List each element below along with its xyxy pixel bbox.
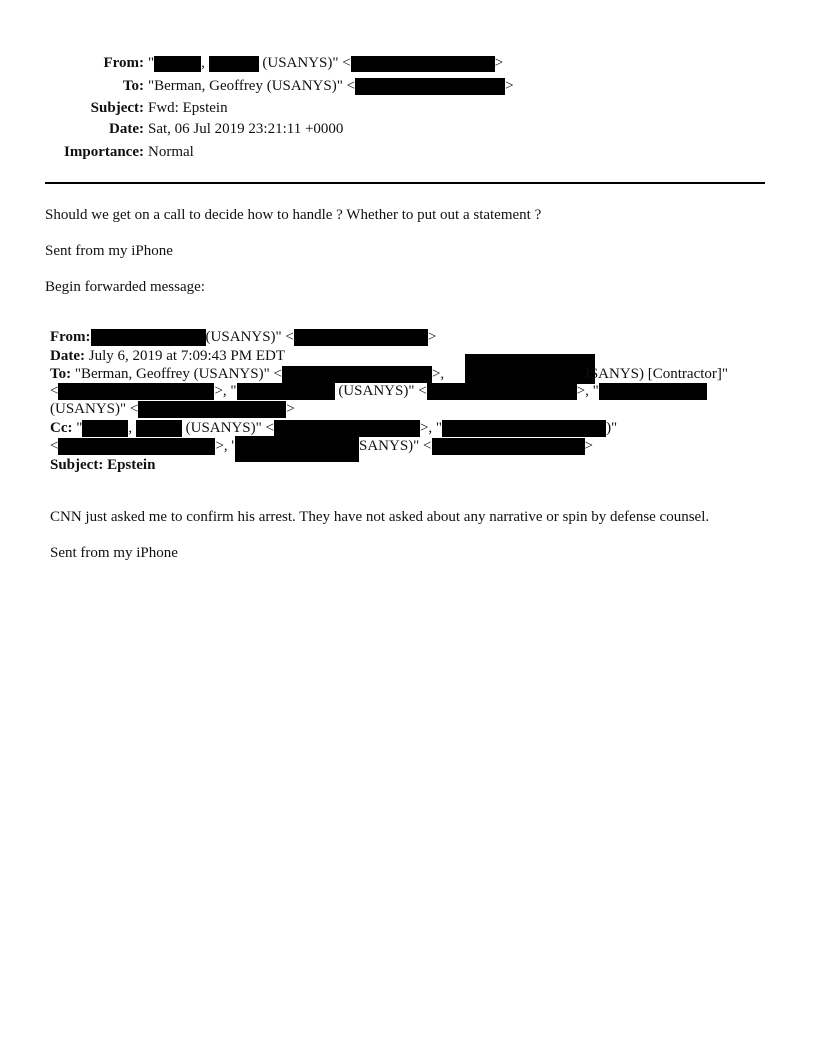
fwd-cc2-org-row bbox=[359, 437, 593, 455]
from-label: From: bbox=[103, 55, 144, 71]
redaction-block bbox=[209, 56, 259, 72]
fwd-cc2-org: SANYS)" < bbox=[359, 438, 432, 454]
fwd-from-org: (USANYS)" < bbox=[205, 329, 294, 345]
fwd-to2-sep: >, " bbox=[214, 383, 237, 399]
fwd-to3-close: > bbox=[286, 401, 295, 417]
fwd-subject-label: Subject: Epstein bbox=[50, 457, 156, 473]
fwd-message: CNN just asked me to confirm his arrest. They have not asked about any narrative or spin by defense counsel. bbox=[50, 509, 710, 525]
fwd-signature: Sent from my iPhone bbox=[50, 545, 178, 561]
fwd-cc-close: )" bbox=[606, 420, 618, 436]
redaction-block bbox=[599, 383, 707, 400]
fwd-from-row bbox=[50, 328, 436, 346]
redaction-block bbox=[351, 56, 495, 72]
redaction-block bbox=[237, 383, 335, 400]
fwd-cc2-sep: >, ' bbox=[215, 438, 235, 454]
fwd-to2-org: (USANYS)" < bbox=[338, 383, 427, 399]
fwd-cc-row bbox=[50, 419, 617, 437]
redaction-block bbox=[91, 329, 206, 346]
redaction-block bbox=[294, 329, 428, 346]
redaction-block bbox=[274, 420, 420, 437]
from-quote: " bbox=[148, 55, 155, 71]
fwd-date-row bbox=[50, 347, 285, 365]
body-line-1: Should we get on a call to decide how to handle ? Whether to put out a statement ? bbox=[45, 207, 542, 223]
from-close: > bbox=[494, 55, 504, 71]
redaction-block bbox=[58, 383, 214, 400]
to-close: > bbox=[505, 78, 514, 94]
fwd-date-value: July 6, 2019 at 7:09:43 PM EDT bbox=[88, 348, 285, 364]
fwd-to-label: To: bbox=[50, 366, 72, 382]
body-line-2: Sent from my iPhone bbox=[45, 243, 173, 259]
body-line-3: Begin forwarded message: bbox=[45, 279, 205, 295]
fwd-subject-row bbox=[50, 456, 155, 474]
redaction-block bbox=[82, 420, 128, 437]
from-comma: , bbox=[201, 55, 205, 71]
importance-label: Importance: bbox=[64, 144, 144, 160]
redaction-block bbox=[432, 438, 585, 455]
redaction-block bbox=[138, 401, 286, 418]
redaction-block bbox=[282, 366, 432, 383]
fwd-cc-quote: " bbox=[76, 420, 83, 436]
date-value: Sat, 06 Jul 2019 23:21:11 +0000 bbox=[148, 121, 344, 137]
subject-label: Subject: bbox=[90, 100, 144, 116]
to-label: To: bbox=[122, 78, 144, 94]
header-divider bbox=[45, 182, 765, 184]
fwd-to-contractor: JSANYS) [Contractor]" bbox=[584, 366, 729, 382]
redaction-block bbox=[427, 383, 577, 400]
fwd-to-row-3 bbox=[50, 400, 295, 418]
to-value bbox=[148, 77, 514, 95]
from-value bbox=[148, 54, 503, 72]
redaction-block bbox=[442, 420, 606, 437]
importance-value: Normal bbox=[148, 144, 194, 160]
fwd-cc-label: Cc: bbox=[50, 420, 73, 436]
to-recipient: "Berman, Geoffrey (USANYS)" < bbox=[148, 78, 356, 94]
fwd-cc2-open: < bbox=[50, 438, 59, 454]
fwd-to-row-2 bbox=[50, 382, 707, 400]
fwd-cc-org: (USANYS)" < bbox=[185, 420, 274, 436]
fwd-date-label: Date: bbox=[50, 348, 85, 364]
fwd-to-row bbox=[50, 365, 444, 383]
fwd-from-close: > bbox=[427, 329, 437, 345]
fwd-to2-open: < bbox=[50, 383, 59, 399]
subject-value: Fwd: Epstein bbox=[148, 100, 228, 116]
fwd-cc2-close: > bbox=[584, 438, 593, 454]
redaction-block bbox=[154, 56, 201, 72]
fwd-cc-sep: >, " bbox=[419, 420, 443, 436]
redaction-block bbox=[355, 78, 505, 95]
redaction-block bbox=[235, 436, 359, 462]
fwd-from-label: From: bbox=[50, 329, 91, 345]
redaction-block bbox=[465, 354, 595, 384]
fwd-to-sep: >, bbox=[431, 366, 445, 382]
fwd-cc-row-2 bbox=[50, 437, 234, 455]
fwd-to3-org: (USANYS)" < bbox=[50, 401, 139, 417]
redaction-block bbox=[136, 420, 182, 437]
date-label: Date: bbox=[109, 121, 144, 137]
fwd-to2-sep2: >, " bbox=[576, 383, 599, 399]
fwd-cc-comma: , bbox=[128, 420, 133, 436]
from-org: (USANYS)" < bbox=[262, 55, 351, 71]
redaction-block bbox=[58, 438, 215, 455]
fwd-to-recipient: "Berman, Geoffrey (USANYS)" < bbox=[74, 366, 282, 382]
